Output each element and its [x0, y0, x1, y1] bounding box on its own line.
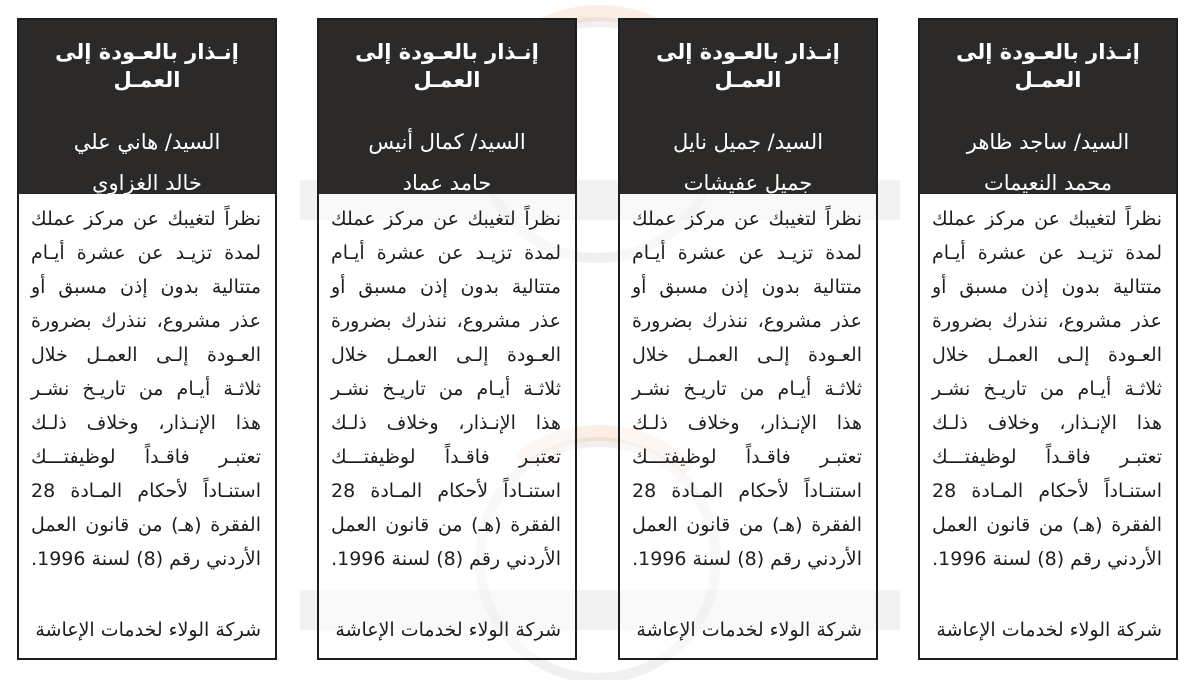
employee-name-line1: السيد/ ساجد ظاهر [966, 130, 1130, 154]
body-line: نظراً لتغيبك عن مركز عملك [331, 208, 561, 230]
body-line: تعتبـر فاقـداً لوظيفتـــك [632, 446, 862, 468]
notice-body [19, 194, 275, 576]
notice-header [920, 20, 1176, 194]
body-line: نظراً لتغيبك عن مركز عملك [632, 208, 862, 230]
employee-name-line2: حامد عماد [402, 171, 492, 195]
body-line: نظراً لتغيبك عن مركز عملك [31, 208, 261, 230]
notice-card [618, 18, 878, 660]
body-line: تعتبـر فاقـداً لوظيفتـــك [31, 446, 261, 468]
notice-title: إنـذار بالعـودة إلى العمـل [55, 40, 239, 92]
notice-body [920, 194, 1176, 576]
body-line: استنـاداً لأحكام المـادة 28 [31, 480, 261, 502]
notice-card [918, 18, 1178, 660]
employee-name-line1: السيد/ هاني علي [73, 130, 221, 154]
body-line: ثلاثـة أيـام من تاريـخ نشـر [632, 378, 862, 400]
body-line: الفقرة (هـ) من قانون العمل [331, 514, 561, 536]
notice-header [620, 20, 876, 194]
body-line: استنـاداً لأحكام المـادة 28 [932, 480, 1162, 502]
body-line: استنـاداً لأحكام المـادة 28 [331, 480, 561, 502]
body-line: عذر مشروع، ننذرك بضرورة [31, 310, 261, 332]
notice-title: إنـذار بالعـودة إلى العمـل [656, 40, 840, 92]
body-line: عذر مشروع، ننذرك بضرورة [932, 310, 1162, 332]
body-line: الأردني رقم (8) لسنة 1996. [632, 548, 862, 570]
body-line: الفقرة (هـ) من قانون العمل [932, 514, 1162, 536]
body-line: العـودة إلـى العمـل خلال [31, 344, 261, 366]
notice-title: إنـذار بالعـودة إلى العمـل [956, 40, 1140, 92]
body-line: عذر مشروع، ننذرك بضرورة [331, 310, 561, 332]
body-line: متتالية بدون إذن مسبق أو [932, 276, 1162, 298]
body-line: لمدة تزيـد عن عشرة أيـام [632, 242, 862, 264]
body-line: ثلاثـة أيـام من تاريـخ نشـر [31, 378, 261, 400]
employee-name-line2: خالد الغزاوي [92, 171, 202, 195]
notice-header [319, 20, 575, 194]
notice-header [19, 20, 275, 194]
body-line: الفقرة (هـ) من قانون العمل [632, 514, 862, 536]
body-line: لمدة تزيـد عن عشرة أيـام [932, 242, 1162, 264]
body-line: الأردني رقم (8) لسنة 1996. [331, 548, 561, 570]
company-signature: شركة الولاء لخدمات الإعاشة [335, 619, 561, 641]
employee-name-line2: محمد النعيمات [984, 171, 1112, 195]
body-line: تعتبـر فاقـداً لوظيفتـــك [932, 446, 1162, 468]
body-line: متتالية بدون إذن مسبق أو [31, 276, 261, 298]
body-line: الفقرة (هـ) من قانون العمل [31, 514, 261, 536]
body-line: العـودة إلـى العمـل خلال [632, 344, 862, 366]
notice-body [620, 194, 876, 576]
notice-card [317, 18, 577, 660]
employee-name-line1: السيد/ جميل نايل [672, 130, 824, 154]
body-line: ثلاثـة أيـام من تاريـخ نشـر [932, 378, 1162, 400]
employee-name-line1: السيد/ كمال أنيس [368, 130, 526, 154]
body-line: عذر مشروع، ننذرك بضرورة [632, 310, 862, 332]
company-signature: شركة الولاء لخدمات الإعاشة [636, 619, 862, 641]
body-line: لمدة تزيـد عن عشرة أيـام [31, 242, 261, 264]
company-signature: شركة الولاء لخدمات الإعاشة [35, 619, 261, 641]
body-line: نظراً لتغيبك عن مركز عملك [932, 208, 1162, 230]
body-line: متتالية بدون إذن مسبق أو [632, 276, 862, 298]
notice-body [319, 194, 575, 576]
body-line: لمدة تزيـد عن عشرة أيـام [331, 242, 561, 264]
body-line: هذا الإنـذار، وخلاف ذلـك [31, 412, 261, 434]
body-line: ثلاثـة أيـام من تاريـخ نشـر [331, 378, 561, 400]
body-line: الأردني رقم (8) لسنة 1996. [932, 548, 1162, 570]
body-line: العـودة إلـى العمـل خلال [331, 344, 561, 366]
body-line: متتالية بدون إذن مسبق أو [331, 276, 561, 298]
body-line: هذا الإنـذار، وخلاف ذلـك [632, 412, 862, 434]
body-line: تعتبـر فاقـداً لوظيفتـــك [331, 446, 561, 468]
body-line: العـودة إلـى العمـل خلال [932, 344, 1162, 366]
body-line: هذا الإنـذار، وخلاف ذلـك [331, 412, 561, 434]
body-line: استنـاداً لأحكام المـادة 28 [632, 480, 862, 502]
employee-name-line2: جميل عفيشات [683, 171, 813, 195]
notice-card [17, 18, 277, 660]
body-line: هذا الإنـذار، وخلاف ذلـك [932, 412, 1162, 434]
body-line: الأردني رقم (8) لسنة 1996. [31, 548, 261, 570]
company-signature: شركة الولاء لخدمات الإعاشة [936, 619, 1162, 641]
notice-title: إنـذار بالعـودة إلى العمـل [355, 40, 539, 92]
